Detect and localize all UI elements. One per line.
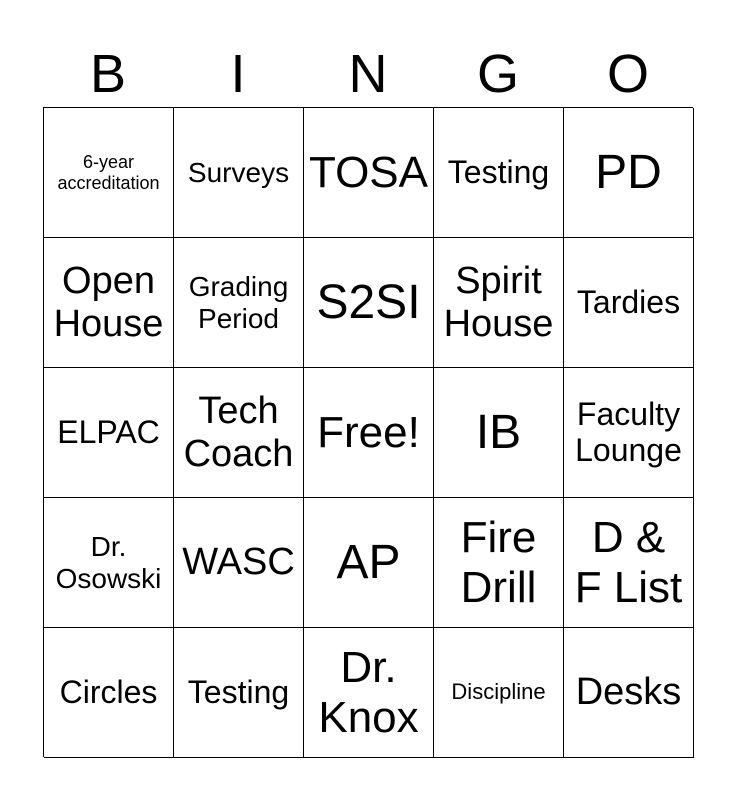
cell-label: Spirit House — [443, 259, 554, 345]
bingo-cell-r4-c4[interactable] — [564, 628, 694, 758]
cell-label: IB — [475, 405, 522, 459]
cell-label: Fire Drill — [460, 513, 537, 612]
cell-label: WASC — [182, 541, 295, 584]
cell-label: Dr. Osowski — [55, 531, 162, 594]
cell-label: Desks — [575, 671, 682, 714]
cell-label: Surveys — [187, 156, 290, 188]
bingo-cell-r4-c2[interactable] — [304, 628, 434, 758]
cell-label: PD — [595, 145, 662, 199]
bingo-cell-r4-c1[interactable] — [174, 628, 304, 758]
bingo-cell-r1-c4[interactable] — [564, 238, 694, 368]
bingo-cell-r3-c0[interactable] — [44, 498, 174, 628]
bingo-cell-r3-c2[interactable] — [304, 498, 434, 628]
bingo-cell-r4-c3[interactable] — [434, 628, 564, 758]
bingo-cell-r2-c1[interactable] — [174, 368, 304, 498]
cell-label: Tech Coach — [183, 389, 294, 475]
bingo-cell-r1-c3[interactable] — [434, 238, 564, 368]
header-letter-o: O — [606, 44, 649, 104]
cell-label: Faculty Lounge — [575, 395, 682, 468]
cell-label: Testing — [447, 153, 550, 190]
bingo-cell-r2-c2[interactable] — [304, 368, 434, 498]
bingo-cell-r3-c1[interactable] — [174, 498, 304, 628]
cell-label: TOSA — [308, 147, 428, 197]
cell-label: AP — [336, 535, 401, 589]
header-letter-n: N — [348, 44, 388, 104]
bingo-cell-r0-c3[interactable] — [434, 108, 564, 238]
bingo-cell-r0-c0[interactable] — [44, 108, 174, 238]
header-letter-g: G — [476, 44, 519, 104]
bingo-cell-r0-c1[interactable] — [174, 108, 304, 238]
bingo-cell-r1-c0[interactable] — [44, 238, 174, 368]
cell-label: Discipline — [451, 679, 546, 705]
bingo-cell-r4-c0[interactable] — [44, 628, 174, 758]
header-letter-i: I — [230, 44, 246, 104]
bingo-cell-r0-c2[interactable] — [304, 108, 434, 238]
bingo-cell-r2-c0[interactable] — [44, 368, 174, 498]
cell-label: S2SI — [316, 275, 421, 329]
header-letter-b: B — [89, 44, 127, 104]
cell-label: Circles — [59, 673, 158, 710]
bingo-cell-r1-c2[interactable] — [304, 238, 434, 368]
bingo-cell-r0-c4[interactable] — [564, 108, 694, 238]
cell-label: 6-year accreditation — [57, 152, 160, 193]
cell-label: ELPAC — [57, 413, 160, 450]
bingo-cell-r2-c4[interactable] — [564, 368, 694, 498]
cell-label: Testing — [187, 673, 290, 710]
bingo-board — [43, 107, 693, 757]
bingo-cell-r3-c3[interactable] — [434, 498, 564, 628]
cell-label: Open House — [53, 259, 164, 345]
cell-label: Free! — [317, 407, 420, 457]
bingo-cell-r1-c1[interactable] — [174, 238, 304, 368]
cell-label: Dr. Knox — [318, 643, 419, 742]
cell-label: Grading Period — [188, 271, 289, 334]
bingo-header — [43, 40, 693, 108]
cell-label: Tardies — [576, 283, 681, 320]
bingo-cell-r2-c3[interactable] — [434, 368, 564, 498]
cell-label: D & F List — [574, 513, 683, 612]
bingo-cell-r3-c4[interactable] — [564, 498, 694, 628]
